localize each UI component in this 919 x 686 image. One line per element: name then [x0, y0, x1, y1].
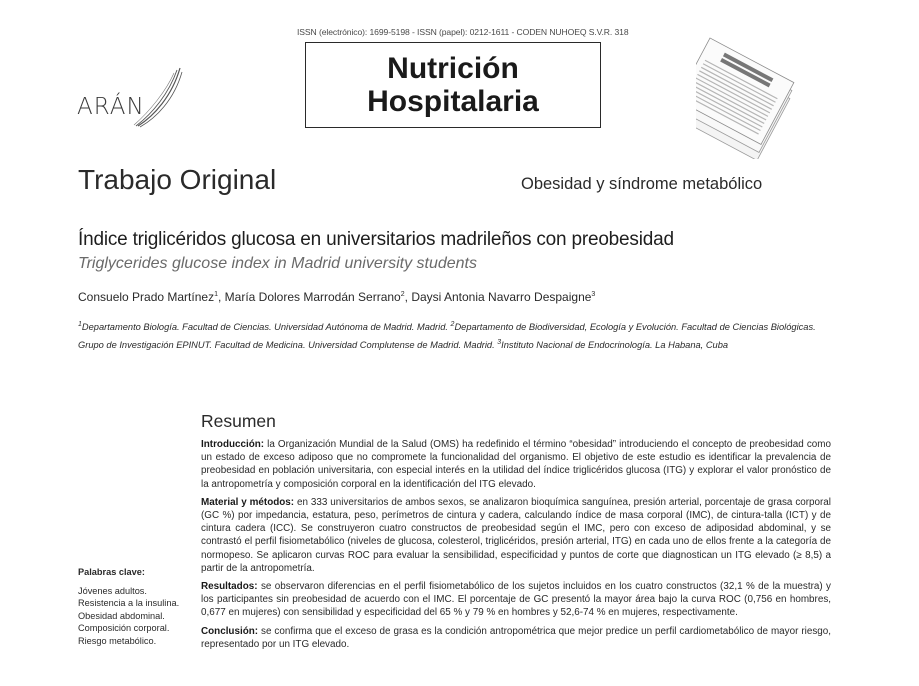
abstract-section-label: Conclusión: — [201, 625, 259, 637]
author-name: Consuelo Prado Martínez — [78, 290, 215, 304]
author-affiliation-number: 1 — [214, 291, 218, 298]
abstract-section-label: Resultados: — [201, 581, 258, 593]
affiliations — [78, 317, 838, 353]
abstract-section-label: Introducción: — [201, 439, 265, 450]
author-separator: , — [217, 290, 225, 304]
author-name: Daysi Antonia Navarro Despaigne — [411, 290, 592, 304]
journal-cover-image — [696, 14, 856, 159]
keywords-block — [78, 566, 193, 648]
abstract-section-label: Material y métodos: — [201, 496, 295, 508]
issn-line: ISSN (electrónico): 1699-5198 - ISSN (papel): 0212-1611 - CODEN NUHOEQ S.V.R. 318 — [297, 27, 629, 37]
abstract-section-text: en 333 universitarios de ambos sexos, se analizaron bioquímica sanguínea, presión arterial, porcentaje de grasa corporal (GC %) por impedancia, estatura, peso, perímetros de cintura y cadera, calculando índice de masa corporal (IMC), de cintura-talla (ICT) y de cintura cadera (ICC). Se construyeron cuatro constructos de preobesidad según el IMC, pero con exceso de adiposidad abdominal, y se contrastó el perfil fisiometabólico (niveles de glucosa, colesterol, triglicéridos, presión arterial, ITG) en cada uno de ellos frente a la categoría de normopeso. Se aplicaron curvas ROC para evaluar la sensibilidad, especificidad y puntos de corte que diagnostican un ITG elevado (≥ 8,5) a partir de la antropometría. — [201, 496, 831, 574]
section-label: Obesidad y síndrome metabólico — [521, 175, 763, 193]
author-name: María Dolores Marrodán Serrano — [224, 290, 401, 304]
article-title-english: Triglycerides glucose index in Madrid university students — [78, 255, 477, 272]
keyword-item: Resistencia a la insulina. — [78, 598, 180, 609]
affiliation-number: 3 — [497, 339, 502, 347]
abstract-body — [201, 438, 831, 656]
keyword-item: Obesidad abdominal. — [78, 610, 165, 621]
abstract-paragraph-methods — [201, 496, 831, 575]
abstract-paragraph-conclusion — [201, 625, 831, 651]
keyword-item: Composición corporal. — [78, 623, 170, 634]
affiliation-text: Instituto Nacional de Endocrinología. La Habana, Cuba — [501, 340, 729, 351]
abstract-heading: Resumen — [201, 411, 276, 431]
article-type-heading: Trabajo Original — [78, 164, 277, 195]
abstract-paragraph-results — [201, 580, 831, 620]
affiliation-number: 2 — [450, 321, 455, 328]
journal-title-line1: Nutrición — [387, 52, 519, 85]
article-title-spanish: Índice triglicéridos glucosa en universitarios madrileños con preobesidad — [78, 229, 674, 250]
keyword-item: Jóvenes adultos. — [78, 585, 147, 596]
abstract-paragraph-introduction — [201, 438, 831, 491]
author-list — [78, 290, 595, 304]
keywords-heading: Palabras clave: — [78, 567, 145, 577]
publisher-logo-text: ARÁN — [77, 94, 145, 120]
keyword-item: Riesgo metabólico. — [78, 635, 157, 646]
journal-title-line2: Hospitalaria — [367, 85, 539, 118]
author-separator: , — [404, 290, 412, 304]
affiliation-text: Departamento Biología. Facultad de Ciencias. Universidad Autónoma de Madrid. Madrid. — [81, 322, 451, 333]
author-affiliation-number: 2 — [400, 291, 405, 298]
abstract-section-text: se confirma que el exceso de grasa es la condición antropométrica que mejor predice un perfil cardiometabólico de mayor riesgo, representado por un ITG elevado. — [201, 625, 831, 650]
abstract-section-text: se observaron diferencias en el perfil fisiometabólico de los sujetos incluidos en los cuatro constructos (32,1 % de la muestra) y los participantes sin preobesidad de acuerdo con el IMC. El porcentaje de GC presentó la mayor área bajo la curva ROC (0,756 en hombres, 0,677 en mujeres) con sensibilidad y especificidad del 65 % y 79 % en hombres y 52,6-74 % en mujeres, respectivamente. — [201, 581, 831, 619]
author-affiliation-number: 3 — [591, 291, 596, 298]
abstract-section-text: la Organización Mundial de la Salud (OMS) ha redefinido el término “obesidad” introduciendo el concepto de preobesidad como un estado de exceso adiposo que no compromete la funcionalidad del organismo. El objetivo de este estudio es identificar la prevalencia de preobesidad en población universitaria, con especial interés en la utilidad del índice triglicéridos glucosa (ITG) y explorar el valor pronóstico de la antropometría y composición corporal en la identificación del ITG elevado. — [201, 439, 831, 490]
affiliation-number: 1 — [78, 321, 82, 328]
affiliation-text: Departamento de Biodiversidad, Ecología y Evolución. Facultad de Ciencias Biológicas. Grupo de Investigación EPINUT. Facultad de Medicina. Universidad Complutense de Madrid. Madrid. — [78, 322, 816, 351]
journal-title-box — [305, 42, 601, 128]
